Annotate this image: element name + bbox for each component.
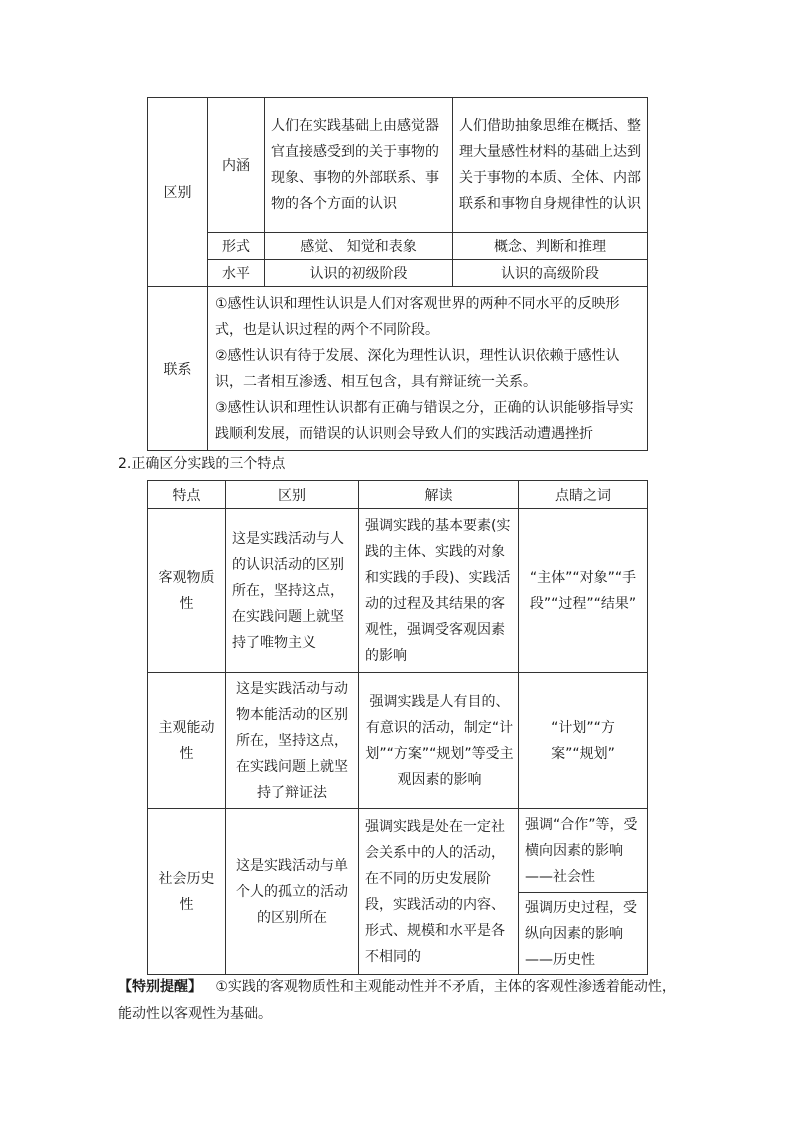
level-label: 水平 [208, 260, 265, 287]
feature-cell: 客观物质性 [148, 509, 226, 673]
connection-label: 联系 [148, 287, 208, 451]
table-row [148, 509, 648, 673]
connection-point-3: ③感性认识和理性认识都有正确与错误之分，正确的认识能够指导实践顺利发展，而错误的认识则会导致人们的实践活动遭遇挫折 [215, 399, 634, 442]
table-row [148, 673, 648, 809]
header-keywords: 点睛之词 [519, 481, 648, 509]
interpretation-cell: 强调实践的基本要素(实践的主体、实践的对象和实践的手段)、实践活动的过程及其结果的客观性，强调受客观因素的影响 [359, 509, 519, 673]
keywords-cell-historical: 强调历史过程，受纵向因素的影响——历史性 [519, 893, 648, 975]
header-difference: 区别 [226, 481, 359, 509]
reminder-text: ①实践的客观物质性和主观能动性并不矛盾，主体的客观性渗透着能动性，能动性以客观性为基础。 [118, 979, 676, 1022]
difference-cell: 这是实践活动与单个人的孤立的活动的区别所在 [226, 809, 359, 975]
content-perceptual: 人们在实践基础上由感觉器官直接感受到的关于事物的现象、事物的外部联系、事物的各个方面的认识 [265, 98, 453, 233]
content-label: 内涵 [208, 98, 265, 233]
practice-features-table [147, 480, 648, 975]
difference-cell: 这是实践活动与动物本能活动的区别所在，坚持这点，在实践问题上就坚持了辩证法 [226, 673, 359, 809]
header-feature: 特点 [148, 481, 226, 509]
connection-content [208, 287, 648, 451]
form-perceptual: 感觉、 知觉和表象 [265, 233, 453, 260]
keywords-cell: “计划”“方案”“规划” [519, 673, 648, 809]
form-label: 形式 [208, 233, 265, 260]
feature-cell: 社会历史性 [148, 809, 226, 975]
level-rational: 认识的高级阶段 [453, 260, 648, 287]
keywords-cell-social: 强调“合作”等，受横向因素的影响——社会性 [519, 809, 648, 893]
interpretation-cell: 强调实践是人有目的、有意识的活动，制定“计划”“方案”“规划”等受主观因素的影响 [359, 673, 519, 809]
table-row [148, 809, 648, 893]
section-title: 2.正确区分实践的三个特点 [118, 456, 286, 472]
cognition-comparison-table [147, 97, 648, 451]
header-interpretation: 解读 [359, 481, 519, 509]
reminder-label: 【特别提醒】 [118, 979, 202, 995]
difference-cell: 这是实践活动与人的认识活动的区别所在，坚持这点，在实践问题上就坚持了唯物主义 [226, 509, 359, 673]
interpretation-cell: 强调实践是处在一定社会关系中的人的活动，在不同的历史发展阶段，实践活动的内容、形式、规模和水平是各不相同的 [359, 809, 519, 975]
level-perceptual: 认识的初级阶段 [265, 260, 453, 287]
distinction-label: 区别 [148, 98, 208, 287]
connection-point-2: ②感性认识有待于发展、深化为理性认识，理性认识依赖于感性认识，二者相互渗透、相互包含，具有辩证统一关系。 [215, 347, 620, 390]
connection-point-1: ①感性认识和理性认识是人们对客观世界的两种不同水平的反映形式，也是认识过程的两个不同阶段。 [215, 295, 620, 338]
feature-cell: 主观能动性 [148, 673, 226, 809]
content-rational: 人们借助抽象思维在概括、整理大量感性材料的基础上达到关于事物的本质、全体、内部联系和事物自身规律性的认识 [453, 98, 648, 233]
reminder-spacer [202, 979, 215, 995]
special-reminder [118, 974, 684, 1028]
keywords-cell: “主体”“对象”“手段”“过程”“结果” [519, 509, 648, 673]
form-rational: 概念、判断和推理 [453, 233, 648, 260]
